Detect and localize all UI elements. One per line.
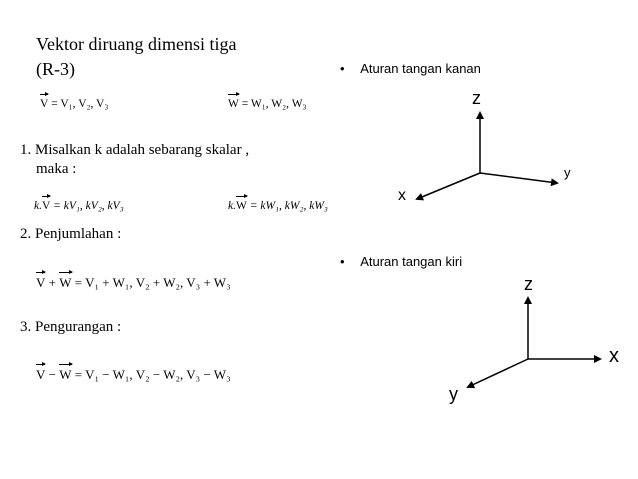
left-hand-axes-diagram: [468, 298, 600, 387]
right-hand-rule-label: Aturan tangan kanan: [360, 61, 481, 76]
rh-x-label: x: [398, 187, 406, 204]
scalar-k-w: k.: [228, 200, 236, 212]
vector-v-components: = V₁, V₂, V₃: [48, 98, 109, 110]
lh-y-label: y: [449, 384, 458, 404]
item-1-line2: maka :: [36, 161, 77, 177]
diff-v-symbol: V: [36, 367, 46, 382]
item-2-heading: 2. Penjumlahan :: [20, 226, 122, 242]
bullet-icon: •: [340, 61, 345, 76]
left-hand-rule-label: Aturan tangan kiri: [360, 254, 463, 269]
scalar-v-components: = kV₁, kV₂, kV₃: [50, 200, 124, 212]
vector-v-symbol: V: [40, 98, 49, 110]
rh-x-axis: [417, 173, 480, 199]
lh-x-label: x: [609, 345, 619, 367]
slide-title-line2: (R-3): [36, 59, 75, 79]
slide-title-line1: Vektor diruang dimensi tiga: [36, 34, 237, 54]
right-hand-axes-diagram: [417, 113, 557, 199]
scalar-k-v: k.: [34, 200, 42, 212]
rh-z-label: z: [472, 88, 481, 108]
sum-v-symbol: V: [36, 275, 46, 290]
diff-operator: −: [45, 367, 60, 382]
rh-y-label: y: [564, 165, 571, 180]
scalar-w-components: = kW₁, kW₂, kW₃: [246, 200, 328, 212]
sum-components: = V₁ + W₁, V₂ + W₂, V₃ + W₃: [71, 275, 231, 290]
item-1-line1: 1. Misalkan k adalah sebarang skalar ,: [20, 142, 250, 158]
lh-z-label: z: [524, 274, 533, 294]
sum-w-symbol: W: [59, 275, 72, 290]
vector-w-components: = W₁, W₂, W₃: [238, 98, 307, 110]
scalar-v-symbol: V: [41, 200, 51, 212]
scalar-w-symbol: W: [235, 200, 247, 212]
diff-components: = V₁ − W₁, V₂ − W₂, V₃ − W₃: [71, 367, 231, 382]
diff-w-symbol: W: [59, 367, 72, 382]
item-3-heading: 3. Pengurangan :: [20, 319, 122, 335]
sum-operator: +: [45, 275, 60, 290]
lh-y-axis: [468, 359, 528, 387]
rh-y-axis: [480, 173, 557, 183]
bullet-icon: •: [340, 254, 345, 269]
vector-w-symbol: W: [228, 98, 239, 110]
